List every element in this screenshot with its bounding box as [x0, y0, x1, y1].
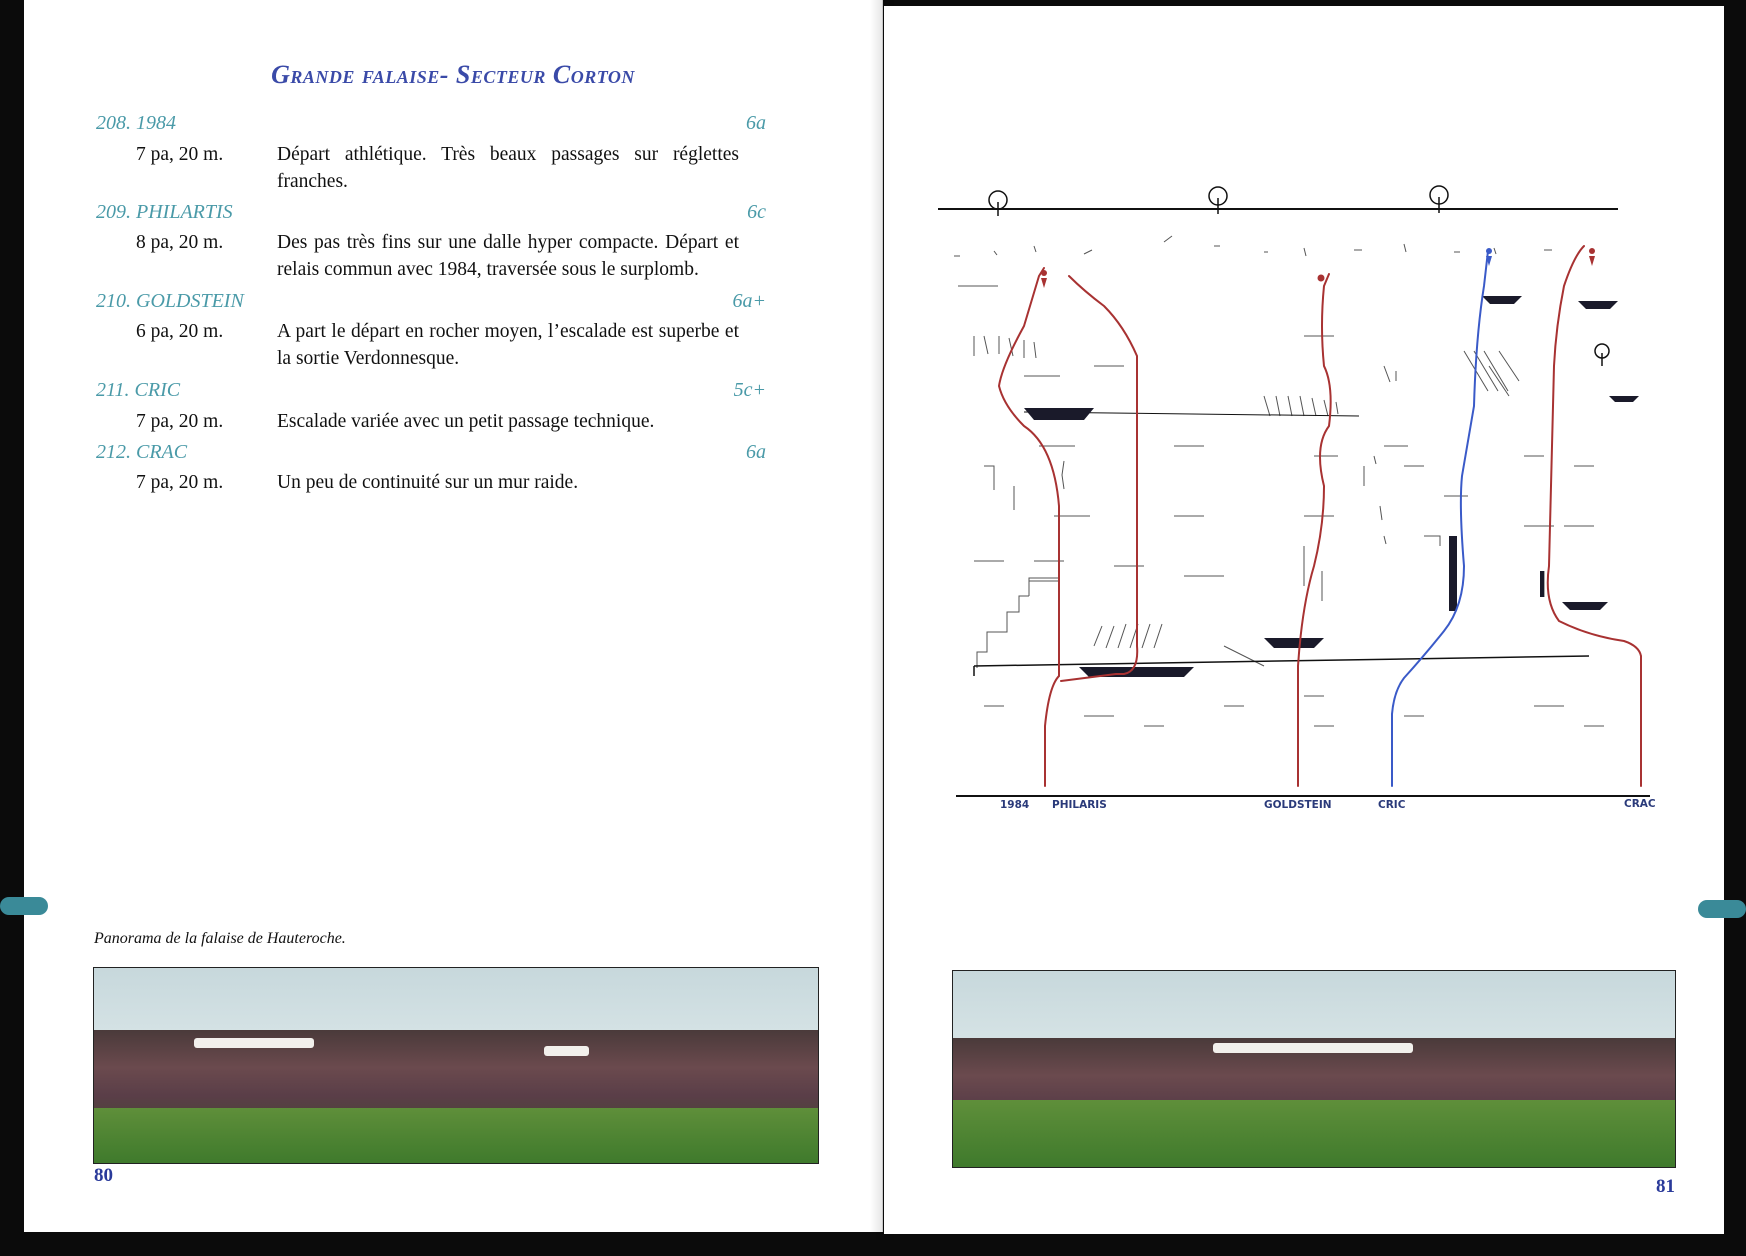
route-meta: 7 pa, 20 m.	[136, 472, 224, 493]
route-grade: 6a	[746, 112, 766, 134]
route-heading	[96, 290, 766, 313]
topo-label-cric: CRIC	[1378, 799, 1406, 811]
route-name: 209. PHILARTIS	[96, 201, 233, 223]
route-top-icon	[1041, 248, 1595, 288]
belay-marks	[1024, 296, 1639, 677]
route-topo-diagram	[884, 6, 1724, 826]
route-meta: 7 pa, 20 m.	[136, 411, 224, 432]
route-heading	[96, 379, 766, 402]
route-meta: 7 pa, 20 m.	[136, 144, 224, 165]
route-desc: Départ athlétique. Très beaux passages sur réglettes franches.	[277, 144, 739, 192]
topo-label-crac: CRAC	[1624, 798, 1656, 810]
page-number: 81	[1656, 1176, 1675, 1197]
topo-label-philaris: PHILARIS	[1052, 799, 1107, 811]
thumb-tab-left	[0, 897, 48, 915]
page-title: Grande falaise- Secteur Corton	[271, 60, 635, 89]
route-heading	[96, 201, 766, 224]
route-desc: Des pas très fins sur une dalle hyper compacte. Départ et relais commun avec 1984, traversée sous le surplomb.	[277, 232, 739, 280]
page-number: 80	[94, 1165, 113, 1186]
route-heading	[96, 112, 766, 135]
route-line-1984	[999, 268, 1059, 786]
route-heading	[96, 441, 766, 464]
route-name: 210. GOLDSTEIN	[96, 290, 244, 312]
route-grade: 6a+	[732, 290, 766, 312]
route-line-goldstein	[1298, 274, 1331, 786]
route-desc: A part le départ en rocher moyen, l’escalade est superbe et la sortie Verdonnesque.	[277, 321, 739, 369]
route-desc: Escalade variée avec un petit passage technique.	[277, 411, 655, 432]
thumb-tab-right	[1698, 900, 1746, 918]
route-name: 212. CRAC	[96, 441, 188, 463]
route-line-cric	[1392, 251, 1488, 786]
route-name: 208. 1984	[96, 112, 176, 134]
left-page	[24, 0, 883, 1232]
route-line-philartis	[1061, 276, 1137, 681]
photo-caption: Panorama de la falaise de Hauteroche.	[94, 930, 346, 947]
tree-icon	[1595, 344, 1609, 366]
right-page	[884, 6, 1724, 1234]
tree-icon	[989, 191, 1007, 216]
route-meta: 6 pa, 20 m.	[136, 321, 224, 342]
topo-label-1984: 1984	[1000, 799, 1030, 811]
route-line-crac	[1548, 246, 1641, 786]
route-grade: 5c+	[733, 379, 766, 401]
route-grade: 6a	[746, 441, 766, 463]
topo-label-goldstein: GOLDSTEIN	[1264, 799, 1332, 811]
route-meta: 8 pa, 20 m.	[136, 232, 224, 253]
route-name: 211. CRIC	[96, 379, 181, 401]
panorama-photo	[952, 970, 1676, 1168]
route-grade: 6c	[747, 201, 766, 223]
route-desc: Un peu de continuité sur un mur raide.	[277, 472, 579, 493]
rock-texture	[954, 236, 1604, 726]
panorama-photo	[93, 967, 819, 1164]
